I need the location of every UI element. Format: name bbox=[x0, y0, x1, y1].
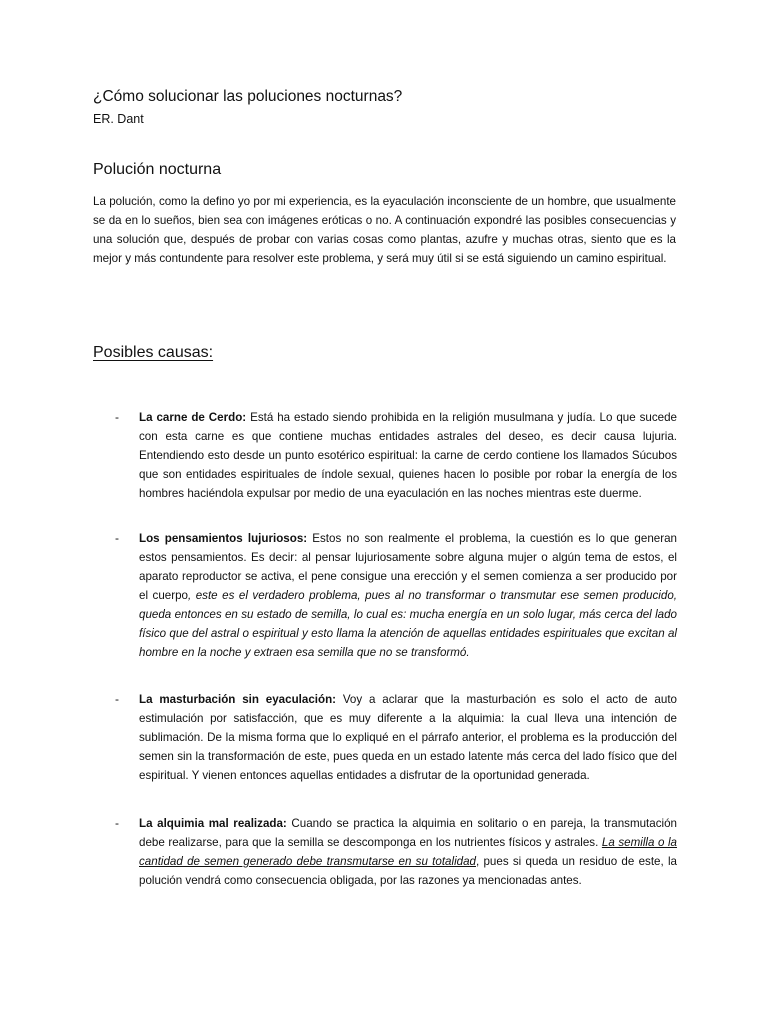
cause-term: La carne de Cerdo: bbox=[139, 411, 247, 424]
cause-italic-text: , este es el verdadero problema, pues al no transformar o transmutar ese semen producido, queda entonces en su estado de semilla, lo cual es: mucha energía en un solo lugar, más cerca del lado físico que del astral o espiritual y esto llama la atención de aquellas entidades espirituales que excitan al hombre en la noche y extraen esa semilla que no se transformó. bbox=[139, 589, 677, 659]
cause-text: Estos no son realmente el problema, la cuestión es lo que generan estos pensamientos. Es decir: al pensar lujuriosamente sobre alguna mujer o algún tema de estos, el aparato reproductor se activa, el pene consigue una erección y el semen comienza a ser producido por el cuerpo bbox=[139, 532, 677, 602]
cause-text: Voy a aclarar que la masturbación es solo el acto de auto estimulación por satisfacción, que es muy diferente a la alquimia: la cual lleva una intención de sublimación. De la misma forma que lo expliqué en el párrafo anterior, el problema es la producción del semen sin la transformación de este, pues queda en un estado latente más cerca del lado físico que del espiritual. Y vienen entonces aquellas entidades a disfrutar de la oportunidad generada. bbox=[139, 693, 677, 782]
cause-body bbox=[139, 408, 677, 503]
cause-item-lustful-thoughts bbox=[115, 529, 677, 662]
bullet-dash: - bbox=[115, 816, 119, 830]
intro-paragraph: La polución, como la defino yo por mi experiencia, es la eyaculación inconsciente de un hombre, que usualmente se da en lo sueños, bien sea con imágenes eróticas o no. A continuación expondré las posibles consecuencias y una solución que, después de probar con varias cosas como plantas, azufre y muchas otras, siento que es la mejor y más contundente para resolver este problema, y será muy útil si se está siguiendo un camino espiritual. bbox=[93, 195, 676, 265]
cause-term: La masturbación sin eyaculación: bbox=[139, 693, 337, 706]
cause-text: Está ha estado siendo prohibida en la religión musulmana y judía. Lo que sucede con esta carne es que contiene muchas entidades astrales del deseo, es decir causa lujuria. Entendiendo esto desde un punto esotérico espiritual: la carne de cerdo contiene los llamados Súcubos que son entidades espirituales de índole sexual, quienes hacen lo posible por robar la energía de los hombres haciéndola expulsar por medio de una eyaculación en las noches mientras este duerme. bbox=[139, 411, 677, 500]
bullet-dash: - bbox=[115, 692, 119, 706]
bullet-dash: - bbox=[115, 410, 119, 424]
cause-underlined-text: La semilla o la cantidad de semen generado debe transmutarse en su totalidad bbox=[139, 836, 678, 868]
cause-item-alchemy bbox=[115, 814, 677, 890]
document-author: ER. Dant bbox=[93, 112, 144, 126]
causes-heading: Posibles causas: bbox=[93, 344, 214, 361]
cause-tail-text: , pues si queda un residuo de este, la polución vendrá como consecuencia obligada, por las razones ya mencionadas antes. bbox=[139, 855, 677, 887]
cause-text: Cuando se practica la alquimia en solitario o en pareja, la transmutación debe realizarse, para que la semilla se descomponga en los nutrientes físicos y astrales. bbox=[139, 817, 677, 849]
bullet-dash: - bbox=[115, 531, 119, 545]
cause-term: La alquimia mal realizada: bbox=[139, 817, 287, 830]
cause-body bbox=[139, 529, 677, 662]
cause-item-pork bbox=[115, 408, 677, 503]
section-heading: Polución nocturna bbox=[93, 161, 222, 178]
cause-item-masturbation bbox=[115, 690, 677, 785]
cause-body bbox=[139, 690, 677, 785]
cause-body bbox=[139, 814, 677, 890]
document-title: ¿Cómo solucionar las poluciones nocturnas? bbox=[93, 88, 403, 105]
cause-term: Los pensamientos lujuriosos: bbox=[139, 532, 308, 545]
